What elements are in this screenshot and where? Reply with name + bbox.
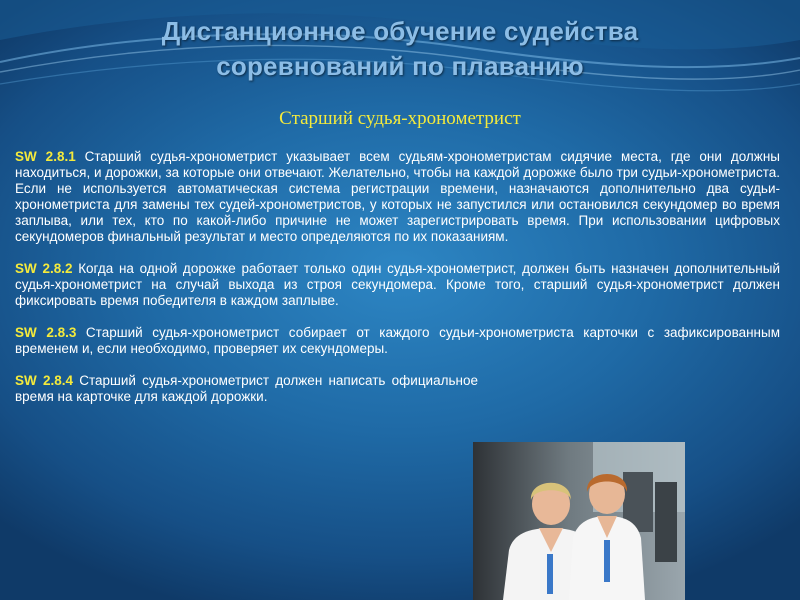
rule-paragraph [15, 373, 780, 405]
slide-title-line2: соревнований по плаванию [216, 51, 584, 81]
rule-paragraph [15, 149, 780, 245]
slide-subtitle: Старший судья-хронометрист [279, 108, 521, 129]
two-women-photo [473, 442, 685, 600]
rule-paragraph [15, 325, 780, 357]
slide-title-line1: Дистанционное обучение судейства [161, 16, 639, 46]
rule-text: Старший судья-хронометрист указывает всем судьям-хронометристам сидячие места, где они должны находиться, и дорожки, за которые они отвечают. Желательно, чтобы на каждой дорожке было три судьи-хронометриста. Если не используется автоматическая система регистрации времени, назначаются дополнительно два судьи-хронометриста для замены тех судей-хронометристов, у которых не запустился или остановился секундомер во время заплыва, или тех, кто по какой-либо причине не может зарегистрировать время. При использовании цифровых секундомеров финальный результат и место определяются по их показаниям. [15, 149, 780, 244]
rule-code: SW 2.8.4 [15, 373, 73, 388]
rule-code: SW 2.8.3 [15, 325, 77, 340]
rule-paragraph [15, 261, 780, 309]
rule-code: SW 2.8.2 [15, 261, 73, 276]
slide-title [40, 14, 760, 84]
rule-text: Старший судья-хронометрист собирает от каждого судьи-хронометриста карточки с зафиксированным временем и, если необходимо, проверяет их секундомеры. [15, 325, 780, 356]
rule-text: Когда на одной дорожке работает только один судья-хронометрист, должен быть назначен дополнительный судья-хронометрист на случай выхода из строя секундомера. Кроме того, старший судья-хронометрист должен фиксировать время победителя в каждом заплыве. [15, 261, 780, 308]
rule-text: Старший судья-хронометрист должен написать официальное время на карточке для каждой дорожки. [15, 373, 478, 404]
rule-code: SW 2.8.1 [15, 149, 76, 164]
